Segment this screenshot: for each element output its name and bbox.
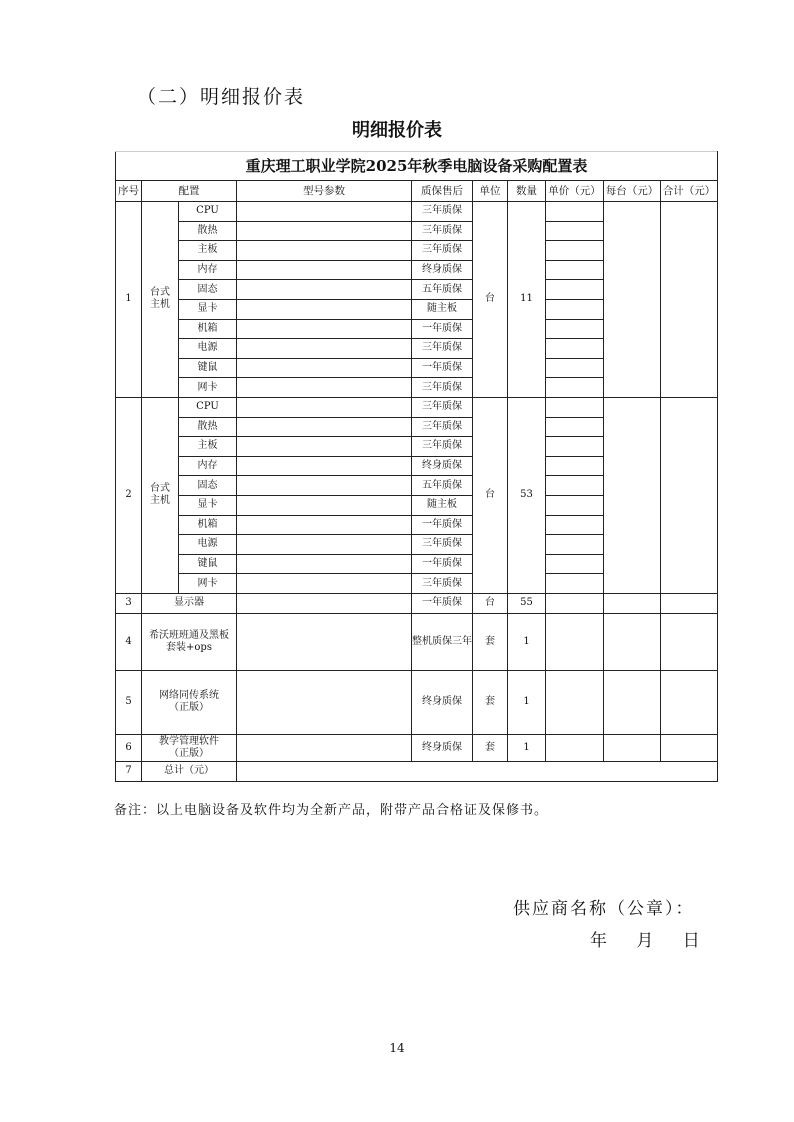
remark-note: 备注：以上电脑设备及软件均为全新产品，附带产品合格证及保修书。: [114, 803, 549, 818]
price-table-body: [116, 152, 718, 782]
warranty-cell: 随主板: [412, 299, 473, 319]
seq-cell: 7: [116, 761, 142, 781]
part-name-cell: 网卡: [179, 378, 237, 398]
item-name-cell: 教学管理软件 （正版）: [142, 734, 237, 761]
model-cell[interactable]: [237, 535, 412, 555]
seq-cell: 3: [116, 593, 142, 613]
warranty-cell: 三年质保: [412, 241, 473, 261]
part-name-cell: 固态: [179, 280, 237, 300]
table-row: [116, 202, 718, 222]
table-row: [116, 734, 718, 761]
unit-price-cell[interactable]: [546, 670, 604, 734]
seq-cell: 1: [116, 202, 142, 398]
part-name-cell: 散热: [179, 221, 237, 241]
unit-price-cell[interactable]: [546, 734, 604, 761]
unit-price-cell[interactable]: [546, 299, 604, 319]
warranty-cell: 随主板: [412, 495, 473, 515]
unit-price-cell[interactable]: [546, 319, 604, 339]
warranty-cell: 三年质保: [412, 339, 473, 359]
total-cell[interactable]: [661, 397, 718, 593]
unit-price-cell[interactable]: [546, 437, 604, 457]
table-caption-row: [116, 152, 718, 181]
model-cell[interactable]: [237, 593, 412, 613]
model-cell[interactable]: [237, 554, 412, 574]
seq-cell: 5: [116, 670, 142, 734]
part-name-cell: 主板: [179, 241, 237, 261]
qty-cell: 1: [508, 734, 546, 761]
model-cell[interactable]: [237, 280, 412, 300]
model-cell[interactable]: [237, 456, 412, 476]
table-row: [116, 613, 718, 670]
unit-price-cell[interactable]: [546, 241, 604, 261]
part-name-cell: 内存: [179, 260, 237, 280]
document-title: 明细报价表: [352, 120, 442, 141]
unit-price-cell[interactable]: [546, 280, 604, 300]
model-cell[interactable]: [237, 339, 412, 359]
seq-cell: 6: [116, 734, 142, 761]
qty-cell: 1: [508, 613, 546, 670]
part-name-cell: 散热: [179, 417, 237, 437]
part-name-cell: 内存: [179, 456, 237, 476]
model-cell[interactable]: [237, 476, 412, 496]
page-number: 14: [389, 1041, 405, 1055]
part-name-cell: 机箱: [179, 515, 237, 535]
model-cell[interactable]: [237, 241, 412, 261]
warranty-cell: 整机质保三年: [412, 613, 473, 670]
warranty-cell: 三年质保: [412, 535, 473, 555]
total-cell[interactable]: [661, 202, 718, 398]
warranty-cell: 三年质保: [412, 221, 473, 241]
model-cell[interactable]: [237, 221, 412, 241]
total-label-cell: 总计（元）: [142, 761, 237, 781]
per-unit-cell[interactable]: [604, 734, 661, 761]
price-table-container: [115, 151, 717, 782]
unit-price-cell[interactable]: [546, 221, 604, 241]
model-cell[interactable]: [237, 202, 412, 222]
part-name-cell: 主板: [179, 437, 237, 457]
model-cell[interactable]: [237, 378, 412, 398]
price-table: [115, 151, 718, 782]
warranty-cell: 一年质保: [412, 593, 473, 613]
warranty-cell: 一年质保: [412, 319, 473, 339]
unit-cell: 套: [473, 734, 508, 761]
part-name-cell: CPU: [179, 397, 237, 417]
table-row: [116, 397, 718, 417]
warranty-cell: 终身质保: [412, 734, 473, 761]
table-row: [116, 593, 718, 613]
warranty-cell: 一年质保: [412, 554, 473, 574]
part-name-cell: 电源: [179, 535, 237, 555]
unit-cell: 套: [473, 613, 508, 670]
item-name-cell: 希沃班班通及黑板套装+ops: [142, 613, 237, 670]
qty-cell: 53: [508, 397, 546, 593]
unit-price-cell[interactable]: [546, 397, 604, 417]
model-cell[interactable]: [237, 495, 412, 515]
unit-price-cell[interactable]: [546, 515, 604, 535]
date-line: 年 月 日: [590, 931, 700, 951]
warranty-cell: 终身质保: [412, 670, 473, 734]
unit-cell: 套: [473, 670, 508, 734]
model-cell[interactable]: [237, 515, 412, 535]
unit-cell: 台: [473, 397, 508, 593]
header-config: 配置: [142, 181, 237, 202]
header-warranty: 质保售后: [412, 181, 473, 202]
total-cell[interactable]: [661, 670, 718, 734]
warranty-cell: 五年质保: [412, 476, 473, 496]
model-cell[interactable]: [237, 613, 412, 670]
header-per-unit: 每台（元）: [604, 181, 661, 202]
per-unit-cell[interactable]: [604, 202, 661, 398]
total-cell[interactable]: [661, 734, 718, 761]
table-row: [116, 670, 718, 734]
warranty-cell: 一年质保: [412, 515, 473, 535]
total-cell[interactable]: [661, 593, 718, 613]
qty-cell: 55: [508, 593, 546, 613]
grand-total-value-cell[interactable]: [237, 761, 718, 781]
per-unit-cell[interactable]: [604, 593, 661, 613]
seq-cell: 4: [116, 613, 142, 670]
per-unit-cell[interactable]: [604, 670, 661, 734]
warranty-cell: 三年质保: [412, 202, 473, 222]
per-unit-cell[interactable]: [604, 613, 661, 670]
item-name-cell: 网络同传系统 （正版）: [142, 670, 237, 734]
warranty-cell: 终身质保: [412, 260, 473, 280]
unit-price-cell[interactable]: [546, 260, 604, 280]
table-total-row: [116, 761, 718, 781]
warranty-cell: 三年质保: [412, 378, 473, 398]
header-total: 合计（元）: [661, 181, 718, 202]
model-cell[interactable]: [237, 260, 412, 280]
unit-price-cell[interactable]: [546, 202, 604, 222]
header-model: 型号参数: [237, 181, 412, 202]
group-name-cell: 台式主机: [142, 202, 179, 398]
qty-cell: 1: [508, 670, 546, 734]
header-seq: 序号: [116, 181, 142, 202]
unit-price-cell[interactable]: [546, 495, 604, 515]
unit-price-cell[interactable]: [546, 378, 604, 398]
unit-cell: 台: [473, 202, 508, 398]
model-cell[interactable]: [237, 437, 412, 457]
seq-cell: 2: [116, 397, 142, 593]
warranty-cell: 三年质保: [412, 397, 473, 417]
unit-price-cell[interactable]: [546, 476, 604, 496]
unit-price-cell[interactable]: [546, 358, 604, 378]
model-cell[interactable]: [237, 670, 412, 734]
part-name-cell: 显卡: [179, 495, 237, 515]
warranty-cell: 五年质保: [412, 280, 473, 300]
warranty-cell: 终身质保: [412, 456, 473, 476]
model-cell[interactable]: [237, 299, 412, 319]
warranty-cell: 三年质保: [412, 574, 473, 594]
total-cell[interactable]: [661, 613, 718, 670]
qty-cell: 11: [508, 202, 546, 398]
header-unit: 单位: [473, 181, 508, 202]
part-name-cell: 电源: [179, 339, 237, 359]
part-name-cell: 键鼠: [179, 554, 237, 574]
supplier-name-label: 供应商名称（公章）：: [513, 899, 695, 919]
part-name-cell: 网卡: [179, 574, 237, 594]
item-name-cell: 显示器: [142, 593, 237, 613]
model-cell[interactable]: [237, 734, 412, 761]
group-name-cell: 台式主机: [142, 397, 179, 593]
part-name-cell: CPU: [179, 202, 237, 222]
per-unit-cell[interactable]: [604, 397, 661, 593]
model-cell[interactable]: [237, 397, 412, 417]
table-caption: 重庆理工职业学院2025年秋季电脑设备采购配置表: [116, 152, 718, 181]
header-unit-price: 单价（元）: [546, 181, 604, 202]
section-heading: （二）明细报价表: [137, 86, 306, 108]
unit-price-cell[interactable]: [546, 574, 604, 594]
part-name-cell: 显卡: [179, 299, 237, 319]
unit-cell: 台: [473, 593, 508, 613]
warranty-cell: 三年质保: [412, 417, 473, 437]
part-name-cell: 固态: [179, 476, 237, 496]
model-cell[interactable]: [237, 358, 412, 378]
warranty-cell: 一年质保: [412, 358, 473, 378]
unit-price-cell[interactable]: [546, 417, 604, 437]
model-cell[interactable]: [237, 574, 412, 594]
part-name-cell: 键鼠: [179, 358, 237, 378]
part-name-cell: 机箱: [179, 319, 237, 339]
model-cell[interactable]: [237, 319, 412, 339]
model-cell[interactable]: [237, 417, 412, 437]
header-qty: 数量: [508, 181, 546, 202]
unit-price-cell[interactable]: [546, 593, 604, 613]
unit-price-cell[interactable]: [546, 554, 604, 574]
unit-price-cell[interactable]: [546, 339, 604, 359]
unit-price-cell[interactable]: [546, 456, 604, 476]
unit-price-cell[interactable]: [546, 613, 604, 670]
unit-price-cell[interactable]: [546, 535, 604, 555]
table-header-row: [116, 181, 718, 202]
warranty-cell: 三年质保: [412, 437, 473, 457]
